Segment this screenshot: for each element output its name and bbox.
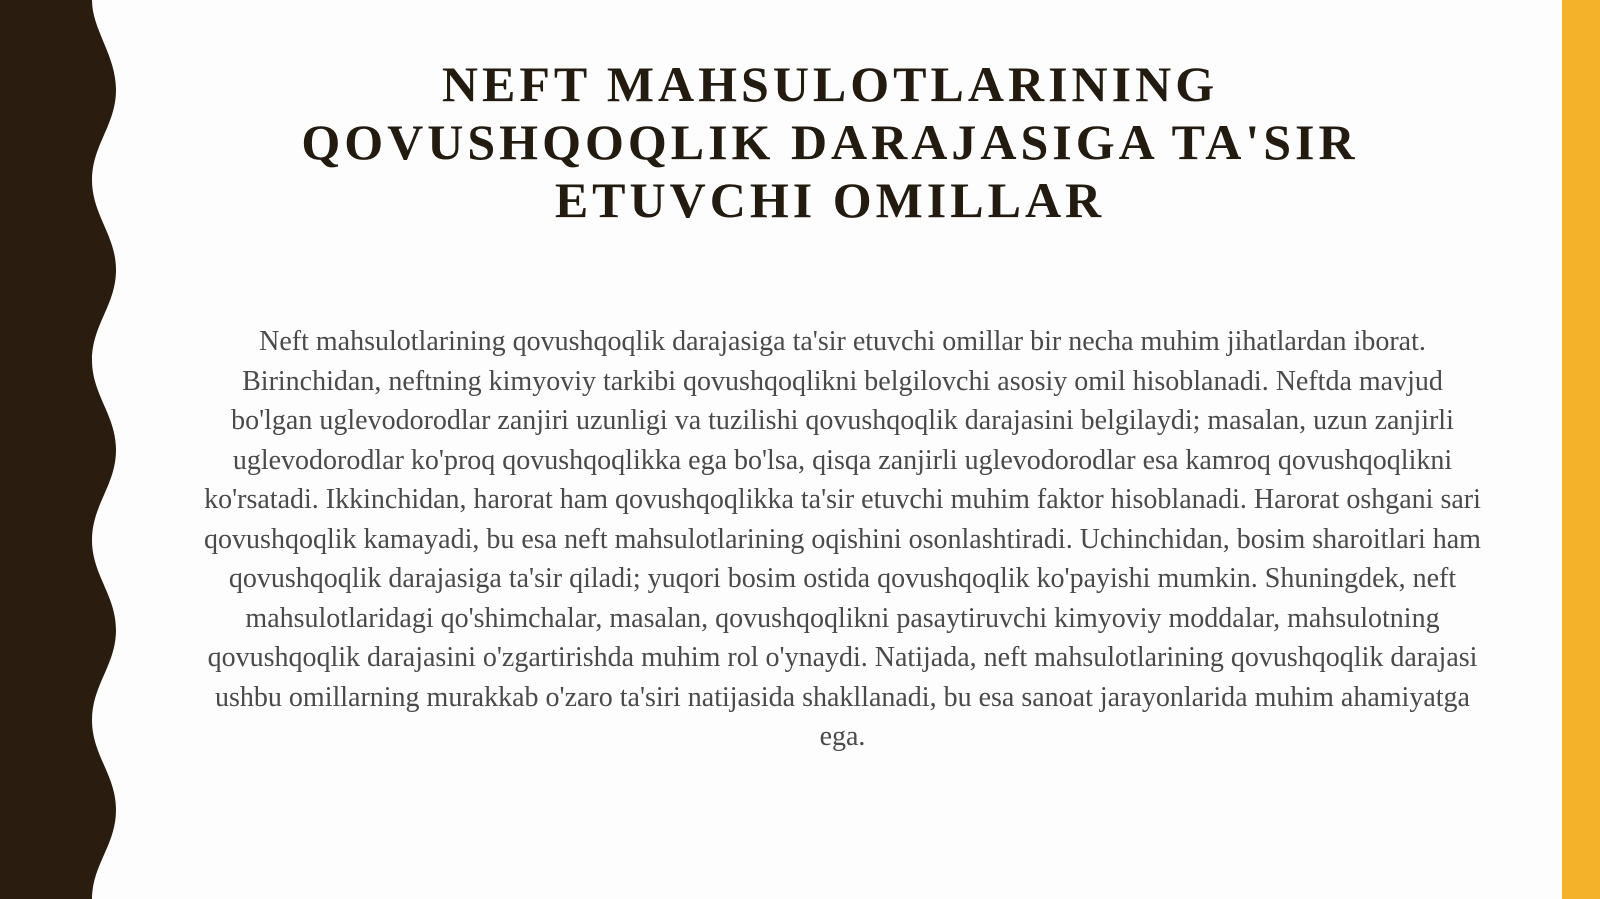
- wave-shape: [0, 0, 116, 899]
- left-wave-decoration: [0, 0, 140, 899]
- right-accent-bar: [1562, 0, 1600, 899]
- slide-body-text: Neft mahsulotlarining qovushqoqlik darajasiga ta'sir etuvchi omillar bir necha muhim jihatlardan iborat. Birinchidan, neftning kimyoviy tarkibi qovushqoqlikni belgilovchi asosiy omil hisoblanadi. Neftda mavjud bo'lgan uglevodorodlar zanjiri uzunligi va tuzilishi qovushqoqlik darajasini belgilaydi; masalan, uzun zanjirli uglevodorodlar ko'proq qovushqoqlikka ega bo'lsa, qisqa zanjirli uglevodorodlar esa kamroq qovushqoqlikni ko'rsatadi. Ikkinchidan, harorat ham qovushqoqlikka ta'sir etuvchi muhim faktor hisoblanadi. Harorat oshgani sari qovushqoqlik kamayadi, bu esa neft mahsulotlarining oqishini osonlashtiradi. Uchinchidan, bosim sharoitlari ham qovushqoqlik darajasiga ta'sir qiladi; yuqori bosim ostida qovushqoqlik ko'payishi mumkin. Shuningdek, neft mahsulotlaridagi qo'shimchalar, masalan, qovushqoqlikni pasaytiruvchi kimyoviy moddalar, mahsulotning qovushqoqlik darajasini o'zgartirishda muhim rol o'ynaydi. Natijada, neft mahsulotlarining qovushqoqlik darajasi ushbu omillarning murakkab o'zaro ta'siri natijasida shakllanadi, bu esa sanoat jarayonlarida muhim ahamiyatga ega.: [204, 326, 1481, 752]
- slide-title: NEFT MAHSULOTLARINING QOVUSHQOQLIK DARAJASIGA TA'SIR ETUVCHI OMILLAR: [301, 56, 1359, 228]
